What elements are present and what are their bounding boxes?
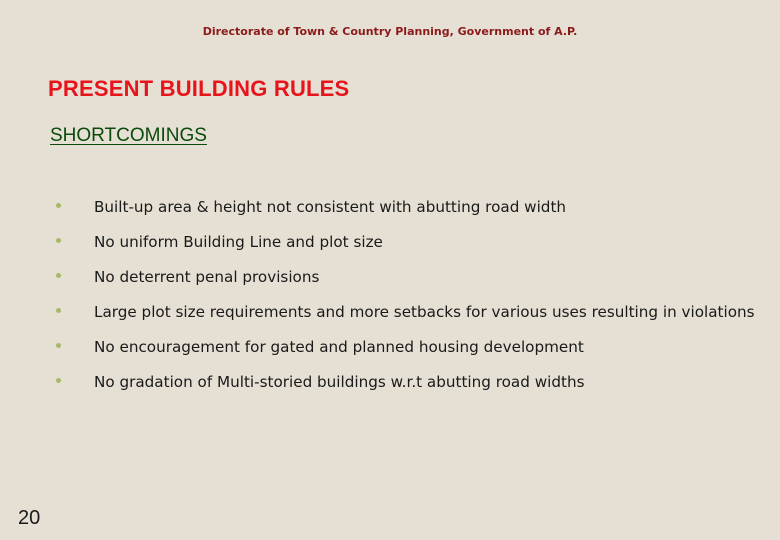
- list-item: [56, 226, 756, 258]
- bullet-icon: [56, 378, 61, 383]
- list-item-text: Built-up area & height not consistent with abutting road width: [94, 198, 567, 216]
- list-item-text: Large plot size requirements and more setbacks for various uses resulting in violations: [94, 303, 755, 321]
- slide-title: PRESENT BUILDING RULES: [48, 76, 350, 101]
- list-item: [56, 191, 756, 223]
- bullet-icon: [56, 343, 61, 348]
- list-item: [56, 331, 756, 363]
- section-heading: SHORTCOMINGS: [50, 125, 207, 146]
- bullet-icon: [56, 308, 61, 313]
- list-item-text: No gradation of Multi-storied buildings w.r.t abutting road widths: [94, 373, 585, 391]
- list-item: [56, 366, 756, 398]
- shortcomings-list: [56, 191, 756, 401]
- bullet-icon: [56, 238, 61, 243]
- bullet-icon: [56, 203, 61, 208]
- list-item-text: No uniform Building Line and plot size: [94, 233, 383, 251]
- list-item-text: No encouragement for gated and planned housing development: [94, 338, 584, 356]
- organization-header: Directorate of Town & Country Planning, Government of A.P.: [202, 25, 578, 38]
- page-number: 20: [18, 507, 41, 529]
- list-item-text: No deterrent penal provisions: [94, 268, 320, 286]
- list-item: [56, 296, 756, 328]
- list-item: [56, 261, 756, 293]
- bullet-icon: [56, 273, 61, 278]
